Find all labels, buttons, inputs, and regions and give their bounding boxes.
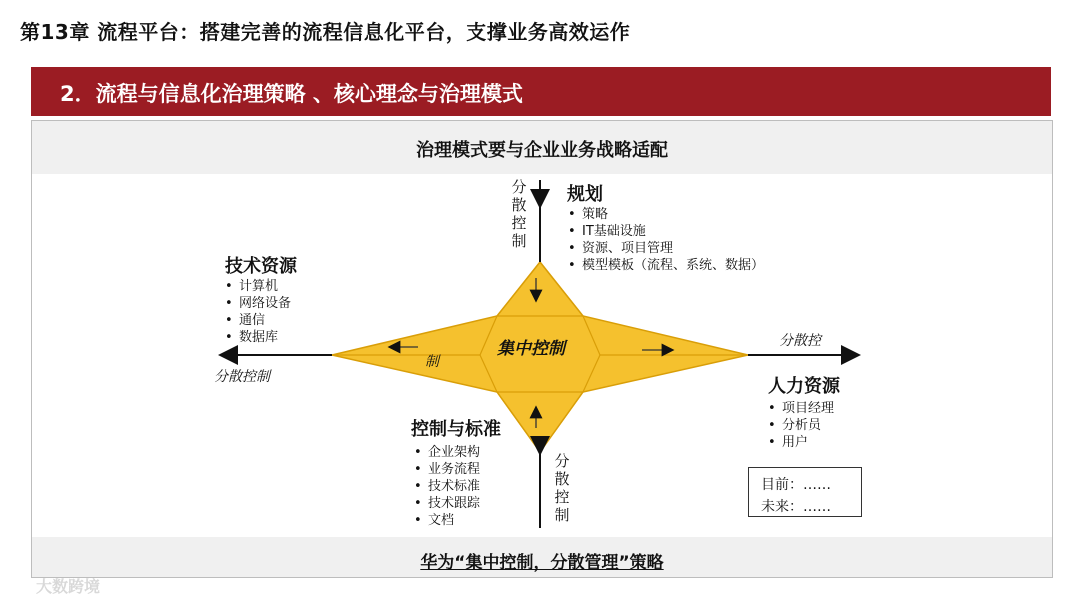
panel-footer-title: 华为“集中控制，分散管理”策略 — [420, 553, 664, 573]
chapter-title: 第13章 流程平台：搭建完善的流程信息化平台，支撑业务高效运作 — [20, 20, 631, 44]
center-left-label: 制 — [425, 354, 439, 370]
control-list — [412, 444, 480, 529]
planning-title: 规划 — [567, 184, 603, 205]
list-item: • 用户 — [782, 434, 834, 451]
list-item: • 数据库 — [239, 329, 291, 346]
list-item: • 文档 — [428, 512, 480, 529]
status-current: 目前：…… — [761, 477, 831, 493]
list-item: • 分析员 — [782, 417, 834, 434]
watermark: 大数跨境 — [36, 577, 101, 596]
axis-label-right: 分散控 — [779, 333, 821, 349]
axis-label-top: 分散控制 — [511, 178, 527, 250]
list-item: • 项目经理 — [782, 400, 834, 417]
list-item: • 网络设备 — [239, 295, 291, 312]
list-item: • 技术标准 — [428, 478, 480, 495]
axis-label-bottom: 分散控制 — [554, 452, 570, 524]
list-item: • 企业架构 — [428, 444, 480, 461]
hr-list — [766, 400, 834, 451]
center-label: 集中控制 — [497, 339, 565, 359]
list-item: • 通信 — [239, 312, 291, 329]
status-box — [748, 467, 862, 517]
list-item: • 资源、项目管理 — [582, 240, 764, 257]
panel-header-title: 治理模式要与企业业务战略适配 — [416, 140, 668, 161]
list-item: • 业务流程 — [428, 461, 480, 478]
control-title: 控制与标准 — [411, 419, 501, 440]
list-item: • 计算机 — [239, 278, 291, 295]
list-item: • 模型模板（流程、系统、数据） — [582, 257, 764, 274]
hr-title: 人力资源 — [768, 376, 840, 397]
tech-resources-list — [223, 278, 291, 346]
section-banner-title: 2．流程与信息化治理策略 、核心理念与治理模式 — [60, 82, 523, 106]
planning-list — [566, 206, 764, 274]
tech-resources-title: 技术资源 — [225, 256, 297, 277]
list-item: • IT基础设施 — [582, 223, 764, 240]
list-item: • 技术跟踪 — [428, 495, 480, 512]
list-item: • 策略 — [582, 206, 764, 223]
axis-label-left: 分散控制 — [214, 369, 270, 385]
status-future: 未来：…… — [761, 499, 831, 515]
